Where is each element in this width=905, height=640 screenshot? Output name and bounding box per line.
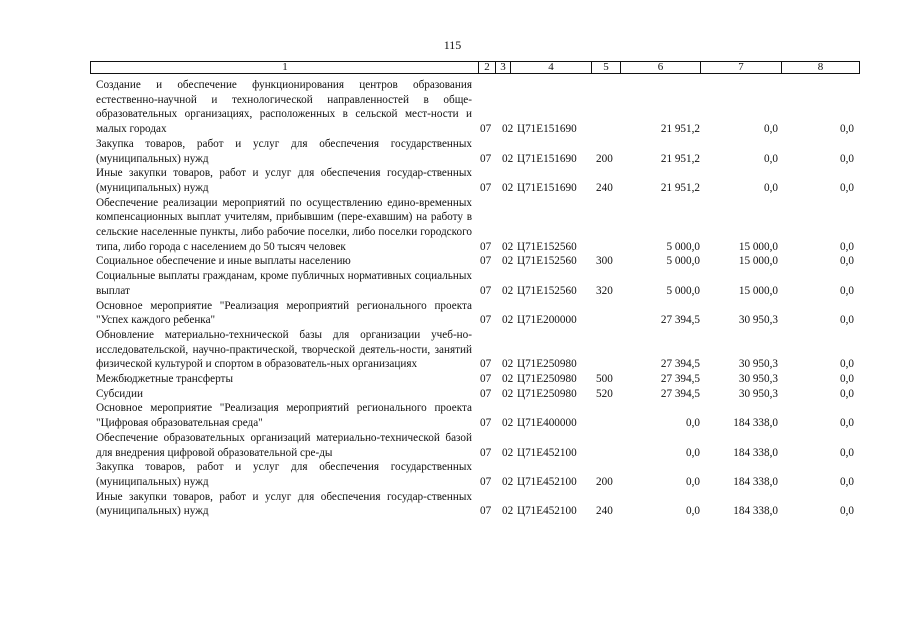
cell-amount-1: 0,0 — [686, 417, 700, 430]
cell-amount-3: 0,0 — [840, 358, 854, 371]
cell-target-article: Ц71Е152560 — [517, 255, 577, 268]
cell-amount-3: 0,0 — [840, 284, 854, 297]
cell-expense-type: 240 — [596, 181, 613, 194]
cell-target-article: Ц71Е152560 — [517, 240, 577, 253]
cell-amount-2: 184 338,0 — [733, 505, 778, 518]
row-description: Иные закупки товаров, работ и услуг для обеспечения государ-ственных (муниципальных) нужд — [96, 490, 472, 518]
row-description: Основное мероприятие "Реализация мероприятий регионального проекта "Цифровая образовательная среда" — [96, 402, 472, 430]
column-header-2: 2 — [478, 61, 495, 74]
cell-section: 07 — [480, 314, 492, 327]
column-header-4: 4 — [510, 61, 591, 74]
cell-amount-1: 0,0 — [686, 505, 700, 518]
cell-section: 07 — [480, 417, 492, 430]
column-header-7: 7 — [700, 61, 781, 74]
table-row — [96, 387, 866, 402]
cell-subsection: 02 — [502, 240, 514, 253]
cell-section: 07 — [480, 446, 492, 459]
row-description: Социальное обеспечение и иные выплаты населению — [96, 255, 351, 268]
cell-subsection: 02 — [502, 284, 514, 297]
table-row — [96, 78, 866, 137]
cell-subsection: 02 — [502, 358, 514, 371]
cell-amount-1: 5 000,0 — [666, 284, 700, 297]
row-description: Социальные выплаты гражданам, кроме публичных нормативных социальных выплат — [96, 270, 472, 297]
cell-amount-3: 0,0 — [840, 446, 854, 459]
cell-section: 07 — [480, 152, 492, 165]
cell-subsection: 02 — [502, 505, 514, 518]
cell-section: 07 — [480, 358, 492, 371]
cell-amount-1: 27 394,5 — [660, 314, 700, 327]
cell-amount-3: 0,0 — [840, 181, 854, 194]
cell-amount-2: 184 338,0 — [733, 446, 778, 459]
cell-amount-2: 15 000,0 — [738, 240, 778, 253]
cell-expense-type: 500 — [596, 373, 613, 386]
cell-expense-type: 300 — [596, 255, 613, 268]
cell-subsection: 02 — [502, 152, 514, 165]
cell-amount-3: 0,0 — [840, 123, 854, 136]
cell-amount-1: 27 394,5 — [660, 358, 700, 371]
cell-amount-1: 5 000,0 — [666, 240, 700, 253]
cell-amount-1: 27 394,5 — [660, 387, 700, 400]
cell-expense-type: 520 — [596, 387, 613, 400]
column-header-6: 6 — [620, 61, 700, 74]
cell-amount-3: 0,0 — [840, 373, 854, 386]
cell-amount-2: 30 950,3 — [738, 373, 778, 386]
cell-amount-2: 184 338,0 — [733, 417, 778, 430]
cell-amount-1: 21 951,2 — [660, 152, 700, 165]
table-row — [96, 196, 866, 255]
cell-section: 07 — [480, 240, 492, 253]
row-description: Межбюджетные трансферты — [96, 373, 233, 386]
page-number: 115 — [443, 38, 462, 52]
cell-expense-type: 240 — [596, 505, 613, 518]
cell-subsection: 02 — [502, 314, 514, 327]
cell-subsection: 02 — [502, 475, 514, 488]
column-header-1: 1 — [90, 61, 479, 74]
cell-expense-type: 320 — [596, 284, 613, 297]
cell-amount-1: 0,0 — [686, 475, 700, 488]
table-row — [96, 490, 866, 519]
cell-amount-3: 0,0 — [840, 240, 854, 253]
cell-target-article: Ц71Е452100 — [517, 475, 577, 488]
cell-section: 07 — [480, 284, 492, 297]
cell-amount-2: 30 950,3 — [738, 358, 778, 371]
table-row — [96, 299, 866, 328]
table-row — [96, 254, 866, 269]
cell-section: 07 — [480, 123, 492, 136]
cell-amount-2: 15 000,0 — [738, 284, 778, 297]
cell-amount-3: 0,0 — [840, 387, 854, 400]
cell-amount-2: 0,0 — [764, 152, 778, 165]
cell-amount-2: 184 338,0 — [733, 475, 778, 488]
cell-subsection: 02 — [502, 417, 514, 430]
row-description: Субсидии — [96, 387, 143, 400]
table-row — [96, 269, 866, 298]
cell-section: 07 — [480, 387, 492, 400]
table-row — [96, 328, 866, 372]
column-header-8: 8 — [781, 61, 860, 74]
cell-amount-1: 27 394,5 — [660, 373, 700, 386]
cell-subsection: 02 — [502, 446, 514, 459]
column-header-3: 3 — [495, 61, 510, 74]
cell-expense-type: 200 — [596, 152, 613, 165]
cell-amount-3: 0,0 — [840, 152, 854, 165]
cell-expense-type: 200 — [596, 475, 613, 488]
cell-target-article: Ц71Е151690 — [517, 123, 577, 136]
cell-subsection: 02 — [502, 181, 514, 194]
table-row — [96, 460, 866, 489]
cell-section: 07 — [480, 505, 492, 518]
column-header-5: 5 — [591, 61, 620, 74]
table-row — [96, 431, 866, 460]
cell-target-article: Ц71Е400000 — [517, 417, 577, 430]
table-header — [90, 61, 860, 74]
cell-amount-2: 30 950,3 — [738, 387, 778, 400]
budget-table-body — [96, 78, 866, 519]
cell-amount-3: 0,0 — [840, 475, 854, 488]
cell-target-article: Ц71Е152560 — [517, 284, 577, 297]
cell-amount-3: 0,0 — [840, 255, 854, 268]
row-description: Иные закупки товаров, работ и услуг для обеспечения государ-ственных (муниципальных) нужд — [96, 167, 472, 194]
cell-amount-3: 0,0 — [840, 505, 854, 518]
row-description: Обеспечение образовательных организаций материально-технической базой для внедрения цифровой образовательной сре-ды — [96, 431, 472, 459]
cell-subsection: 02 — [502, 255, 514, 268]
cell-amount-1: 0,0 — [686, 446, 700, 459]
cell-amount-1: 21 951,2 — [660, 123, 700, 136]
cell-subsection: 02 — [502, 373, 514, 386]
cell-target-article: Ц71Е452100 — [517, 446, 577, 459]
table-row — [96, 372, 866, 387]
cell-subsection: 02 — [502, 387, 514, 400]
cell-target-article: Ц71Е250980 — [517, 373, 577, 386]
table-row — [96, 137, 866, 166]
table-row — [96, 166, 866, 195]
cell-section: 07 — [480, 475, 492, 488]
row-description: Создание и обеспечение функционирования центров образования естественно-научной и технологической направленностей в обще-образовательных организациях, расположенных в сельской мест-ности и малых городах — [96, 79, 472, 136]
cell-subsection: 02 — [502, 123, 514, 136]
cell-amount-3: 0,0 — [840, 417, 854, 430]
row-description: Обновление материально-технической базы для организации учеб-но-исследовательской, научно-практической, творческой деятель-ности, занятий физической культурой и спортом в образователь-ных организациях — [96, 328, 472, 371]
cell-amount-2: 0,0 — [764, 123, 778, 136]
cell-amount-2: 30 950,3 — [738, 314, 778, 327]
row-description: Закупка товаров, работ и услуг для обеспечения государственных (муниципальных) нужд — [96, 461, 472, 488]
cell-amount-2: 15 000,0 — [738, 255, 778, 268]
cell-amount-2: 0,0 — [764, 181, 778, 194]
cell-target-article: Ц71Е151690 — [517, 152, 577, 165]
cell-target-article: Ц71Е151690 — [517, 181, 577, 194]
table-row — [96, 401, 866, 430]
cell-amount-1: 5 000,0 — [666, 255, 700, 268]
cell-section: 07 — [480, 373, 492, 386]
cell-target-article: Ц71Е250980 — [517, 387, 577, 400]
cell-amount-1: 21 951,2 — [660, 181, 700, 194]
cell-target-article: Ц71Е452100 — [517, 505, 577, 518]
row-description: Закупка товаров, работ и услуг для обеспечения государственных (муниципальных) нужд — [96, 137, 472, 165]
cell-target-article: Ц71Е250980 — [517, 358, 577, 371]
cell-section: 07 — [480, 181, 492, 194]
row-description: Основное мероприятие "Реализация мероприятий регионального проекта "Успех каждого ребенка" — [96, 299, 472, 327]
cell-section: 07 — [480, 255, 492, 268]
cell-target-article: Ц71Е200000 — [517, 314, 577, 327]
cell-amount-3: 0,0 — [840, 314, 854, 327]
row-description: Обеспечение реализации мероприятий по осуществлению едино-временных компенсационных выплат учителям, прибывшим (пере-ехавшим) на работу в сельские населенные пункты, либо рабочие поселки, либо поселки городского типа, либо города с населением до 50 тысяч человек — [96, 196, 472, 253]
